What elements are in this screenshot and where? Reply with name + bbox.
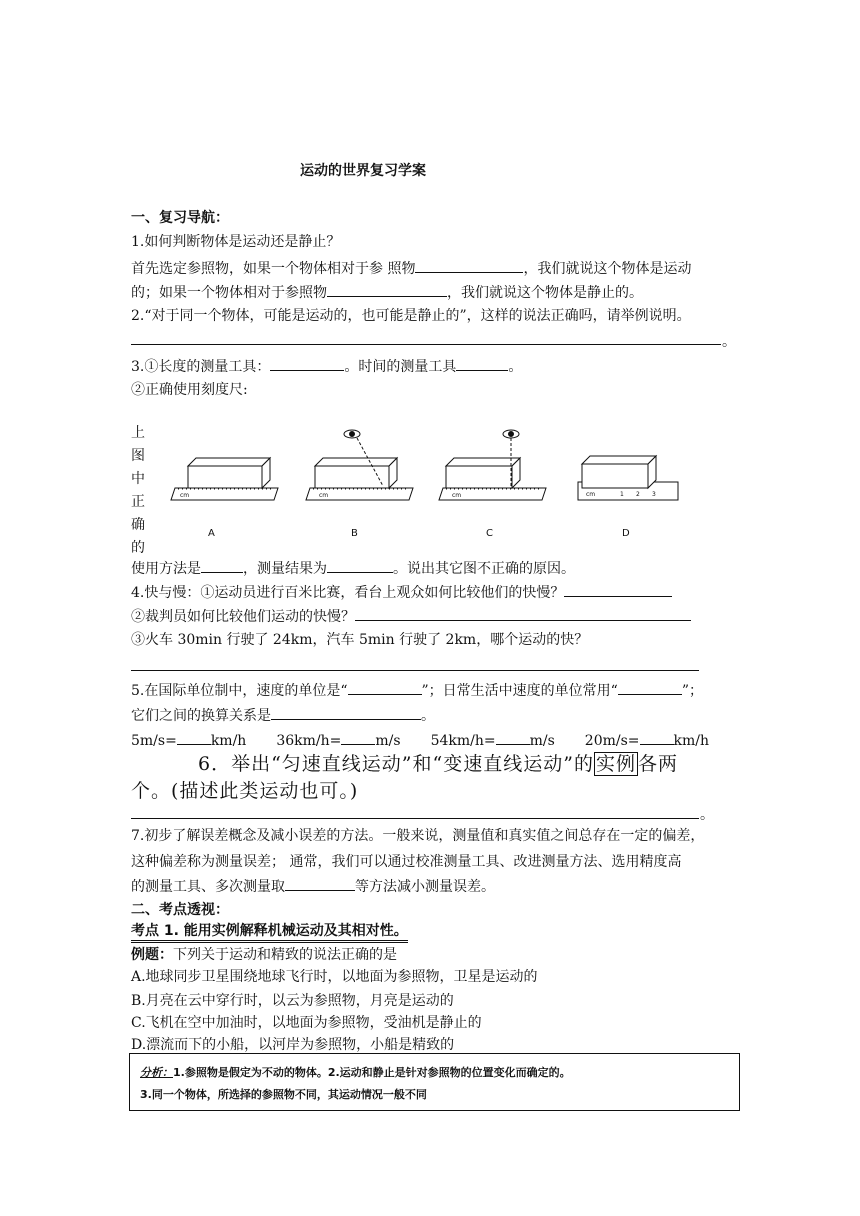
ruler-tick-2: 2 [636,491,640,498]
vertical-char: 图 [131,448,145,464]
analysis-line1 [140,1064,571,1080]
q5-line1c: ”； [681,683,704,699]
vertical-char: 上 [131,425,145,441]
q6-end: 。 [700,807,714,823]
block-top [582,456,656,464]
q2-end: 。 [722,334,736,350]
q3-line1a: 3.①长度的测量工具： [131,359,271,375]
conv1-label: 5m/s= [131,733,177,749]
answer-blank[interactable] [327,282,447,297]
ruler-unit-b: cm [319,492,329,499]
option-a: A.地球同步卫星围绕地球飞行时，以地面为参照物，卫星是运动的 [131,969,538,985]
q5-line1 [131,680,703,701]
block-top [446,458,520,466]
answer-line[interactable] [131,670,699,671]
q4-line1-text: 4.快与慢：①运动员进行百米比赛，看台上观众如何比较他们的快慢？ [131,585,565,601]
q7-line2: 这种偏差称为测量误差； 通常，我们可以通过校准测量工具、改进测量方法、选用精度高 [131,854,682,870]
figure-a [171,458,278,538]
conv2-label: 36km/h= [276,733,342,749]
ruler-tick-1: 1 [620,491,624,498]
block-d [582,464,648,488]
answer-blank[interactable] [456,356,508,371]
q3-line2: ②正确使用刻度尺: [131,382,248,398]
figure-label-b: B [351,528,358,538]
answer-blank[interactable] [271,705,421,720]
q2-line1: 2.“对于同一个物体，可能是运动的，也可能是静止的”，这样的说法正确吗，请举例说明。 [131,308,691,324]
answer-blank[interactable] [327,558,393,573]
answer-blank[interactable] [496,730,530,745]
option-b: B.月亮在云中穿行时，以云为参照物，月亮是运动的 [131,993,454,1009]
q4-line2 [131,606,691,627]
answer-blank[interactable] [270,356,344,371]
q3-line1 [131,356,522,377]
q5-line2b: 。 [421,708,435,724]
block-a [188,466,262,488]
q7-line3 [131,876,495,897]
conv3-label: 54km/h= [430,733,496,749]
figure-label-a: A [208,528,215,538]
conv4-label: 20m/s= [584,733,640,749]
q4-line2-text: ②裁判员如何比较他们运动的快慢？ [131,609,355,625]
block-b [315,466,389,488]
q7-line1: 7.初步了解误差概念及减小误差的方法。一般来说，测量值和真实值之间总存在一定的偏差， [131,828,705,844]
ruler-unit-c: cm [452,492,462,499]
section1-heading: 一、复习导航： [131,210,229,226]
figure-label-c: C [486,528,493,538]
eye-pupil [350,432,355,437]
option-d: D.漂流而下的小船，以河岸为参照物，小船是精致的 [131,1037,455,1053]
conv4-unit: km/h [673,733,710,749]
q4-line1 [131,582,672,603]
vertical-char: 中 [131,471,145,487]
section2-heading: 二、考点透视： [131,902,229,918]
q1-line3a: 的；如果一个物体相对于参照物 [131,285,327,301]
vertical-char: 的 [131,540,145,556]
analysis-box [129,1053,740,1111]
answer-line[interactable] [131,344,721,345]
eye-pupil [509,432,514,437]
block-c [446,466,512,488]
answer-blank[interactable] [177,730,211,745]
vertical-text [131,422,149,560]
answer-blank[interactable] [341,730,375,745]
q3-line1c: 。 [508,359,523,375]
answer-line[interactable] [131,818,699,819]
q3-line3 [131,558,575,579]
answer-blank[interactable] [348,680,422,695]
q5-conversions [131,730,709,751]
conv2-unit: m/s [375,733,401,749]
q6-line1 [198,749,678,776]
q1-line3b: ，我们就说这个物体是静止的。 [447,285,643,301]
q4-line3: ③火车 30min 行驶了 24km，汽车 5min 行驶了 2km，哪个运动的快？ [131,632,589,648]
q3-line3a: 使用方法是 [131,561,201,577]
q6-line1a: 6．举出“匀速直线运动”和“变速直线运动”的 [198,753,594,775]
analysis-label: 分析： [140,1066,173,1079]
ruler-figure [170,420,690,538]
q3-line3b: ，测量结果为 [243,561,327,577]
q1-line3 [131,282,643,303]
analysis-text-1: 1.参照物是假定为不动的物体。2.运动和静止是针对参照物的位置变化而确定的。 [173,1066,571,1079]
q7-line3a: 的测量工具、多次测量取 [131,879,285,895]
figure-b [306,430,413,538]
conv1-unit: km/h [210,733,247,749]
answer-blank[interactable] [640,730,674,745]
analysis-line2: 3.同一个物体，所选择的参照物不同，其运动情况一般不同 [140,1088,427,1101]
q1-line2a: 首先选定参照物，如果一个物体相对于参 照物 [131,261,416,277]
q5-line2a: 它们之间的换算关系是 [131,708,271,724]
q1-line1: 1.如何判断物体是运动还是静止？ [131,234,341,250]
block-top [315,458,397,466]
q6-line2: 个。(描述此类运动也可。) [131,780,359,802]
q5-line1a: 5.在国际单位制中，速度的单位是“ [131,683,348,699]
q1-line2b: ，我们就说这个物体是运动 [523,261,692,277]
answer-blank[interactable] [618,680,682,695]
figure-c [439,430,546,538]
vertical-char: 正 [131,494,145,510]
example-question [131,945,397,965]
q7-line3b: 等方法减小测量误差。 [355,879,495,895]
page-title: 运动的世界复习学案 [300,163,426,179]
answer-blank[interactable] [415,258,523,273]
example-label: 例题： [131,947,173,963]
figure-d [578,456,678,538]
exam-point-1: 考点 1. 能用实例解释机械运动及其相对性。 [131,922,408,943]
q6-line1b: 各两 [637,753,678,775]
q1-line2 [131,258,691,279]
answer-blank[interactable] [355,606,691,621]
conv3-unit: m/s [529,733,555,749]
ruler-tick-3: 3 [652,491,656,498]
example-text: 下列关于运动和精致的说法正确的是 [173,947,397,963]
vertical-char: 确 [131,517,145,533]
answer-blank[interactable] [285,876,355,891]
q5-line1b: ”；日常生活中速度的单位常用“ [421,683,618,699]
ruler-unit-d: cm [586,491,596,498]
block-top [188,458,270,466]
answer-blank[interactable] [201,558,243,573]
figure-label-d: D [622,528,630,538]
q3-line1b: 。时间的测量工具 [344,359,457,375]
q3-line3c: 。说出其它图不正确的原因。 [393,561,575,577]
q5-line2 [131,705,435,726]
option-c: C.飞机在空中加油时，以地面为参照物，受油机是静止的 [131,1015,482,1031]
ruler-unit-a: cm [180,492,190,499]
answer-blank[interactable] [564,582,672,597]
q6-boxed-word: 实例 [595,753,636,775]
